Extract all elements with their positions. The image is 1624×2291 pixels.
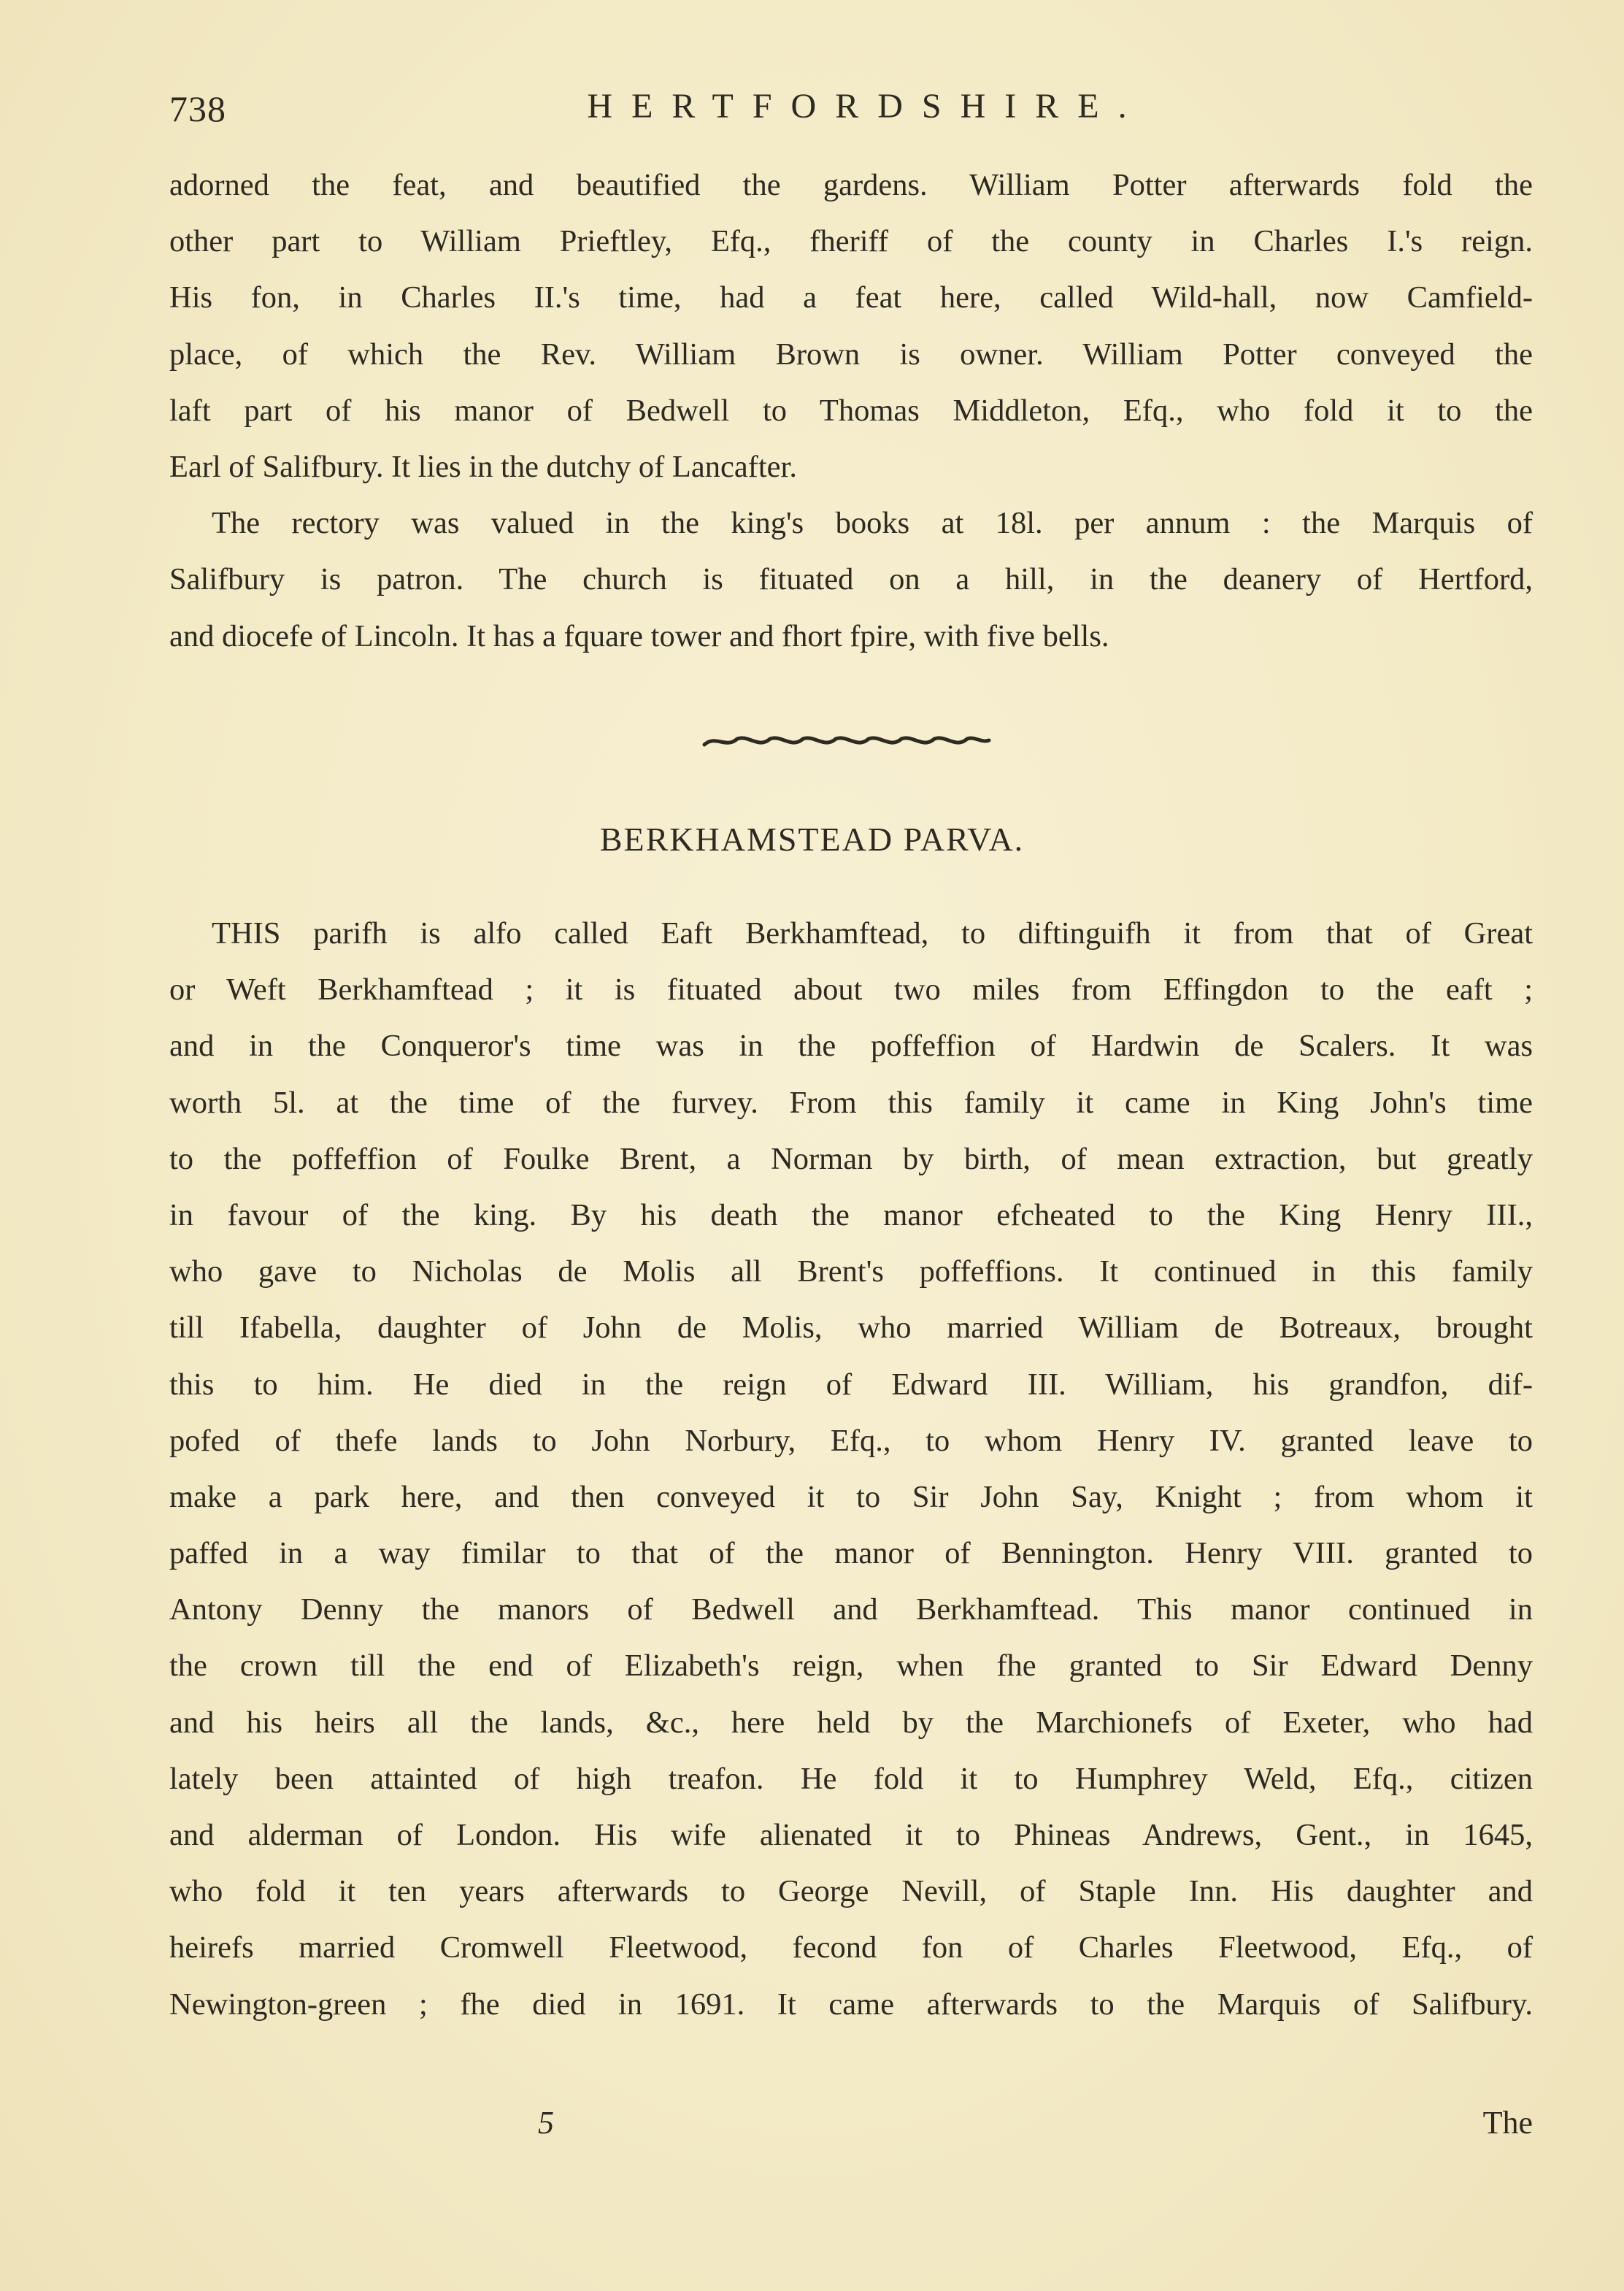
text-line: pofed of thefe lands to John Norbury, Efq., to whom Henry IV. granted leave to	[169, 1423, 1533, 1458]
text-line: who fold it ten years afterwards to George Nevill, of Staple Inn. His daughter and	[169, 1874, 1533, 1909]
text-line: this to him. He died in the reign of Edward III. William, his grandfon, dif-	[169, 1367, 1533, 1402]
text-line: or Weft Berkhamftead ; it is fituated about two miles from Effingdon to the eaft ;	[169, 972, 1533, 1008]
running-title: HERTFORDSHIRE.	[587, 87, 1146, 126]
text-line: His fon, in Charles II.'s time, had a feat here, called Wild-hall, now Camfield-	[169, 280, 1533, 315]
text-line: adorned the feat, and beautified the gardens. William Potter afterwards fold the	[169, 168, 1533, 202]
signature-mark: 5	[538, 2105, 554, 2141]
page-footer	[169, 2104, 1533, 2163]
text-line: laft part of his manor of Bedwell to Thomas Middleton, Efq., who fold it to the	[169, 393, 1533, 428]
text-line: Salifbury is patron. The church is fituated on a hill, in the deanery of Hertford,	[169, 562, 1533, 597]
text-line: Antony Denny the manors of Bedwell and Berkhamftead. This manor continued in	[169, 1592, 1533, 1627]
running-head	[169, 82, 1542, 133]
text-line: and his heirs all the lands, &c., here held by the Marchionefs of Exeter, who had	[169, 1705, 1533, 1740]
text-line: THIS parifh is alfo called Eaft Berkhamftead, to diftinguifh it from that of Great	[212, 916, 1533, 951]
text-block-section	[169, 905, 1533, 2033]
text-line: Earl of Salifbury. It lies in the dutchy of Lancafter.	[169, 449, 797, 484]
text-line: worth 5l. at the time of the furvey. From this family it came in King John's time	[169, 1085, 1533, 1120]
text-line: and diocefe of Lincoln. It has a fquare tower and fhort fpire, with five bells.	[169, 618, 1109, 653]
text-line: paffed in a way fimilar to that of the manor of Bennington. Henry VIII. granted to	[169, 1536, 1533, 1571]
text-line: and alderman of London. His wife alienated it to Phineas Andrews, Gent., in 1645,	[169, 1818, 1533, 1852]
section-heading: BERKHAMSTEAD PARVA.	[599, 821, 1025, 858]
text-line: Newington-green ; fhe died in 1691. It came afterwards to the Marquis of Salifbury.	[169, 1987, 1533, 2022]
text-line: to the poffeffion of Foulke Brent, a Norman by birth, of mean extraction, but greatly	[169, 1141, 1533, 1176]
text-line: who gave to Nicholas de Molis all Brent's poffeffions. It continued in this family	[169, 1254, 1533, 1289]
text-line: and in the Conqueror's time was in the poffeffion of Hardwin de Scalers. It was	[169, 1029, 1533, 1064]
text-line: lately been attainted of high treafon. He fold it to Humphrey Weld, Efq., citizen	[169, 1761, 1533, 1796]
text-line: make a park here, and then conveyed it to Sir John Say, Knight ; from whom it	[169, 1479, 1533, 1514]
ornament-divider	[701, 727, 993, 756]
catchword: The	[1482, 2105, 1533, 2141]
text-line: other part to William Prieftley, Efq., fheriff of the county in Charles I.'s reign.	[169, 224, 1533, 259]
text-line: the crown till the end of Elizabeth's reign, when fhe granted to Sir Edward Denny	[169, 1649, 1533, 1684]
text-line: till Ifabella, daughter of John de Molis, who married William de Botreaux, brought	[169, 1310, 1533, 1346]
text-line: place, of which the Rev. William Brown is owner. William Potter conveyed the	[169, 337, 1533, 372]
text-line: heirefs married Cromwell Fleetwood, fecond fon of Charles Fleetwood, Efq., of	[169, 1930, 1533, 1965]
page-number: 738	[169, 88, 226, 129]
text-line: in favour of the king. By his death the manor efcheated to the King Henry III.,	[169, 1197, 1533, 1232]
text-block-top	[169, 157, 1533, 664]
text-line: The rectory was valued in the king's books at 18l. per annum : the Marquis of	[212, 506, 1533, 541]
